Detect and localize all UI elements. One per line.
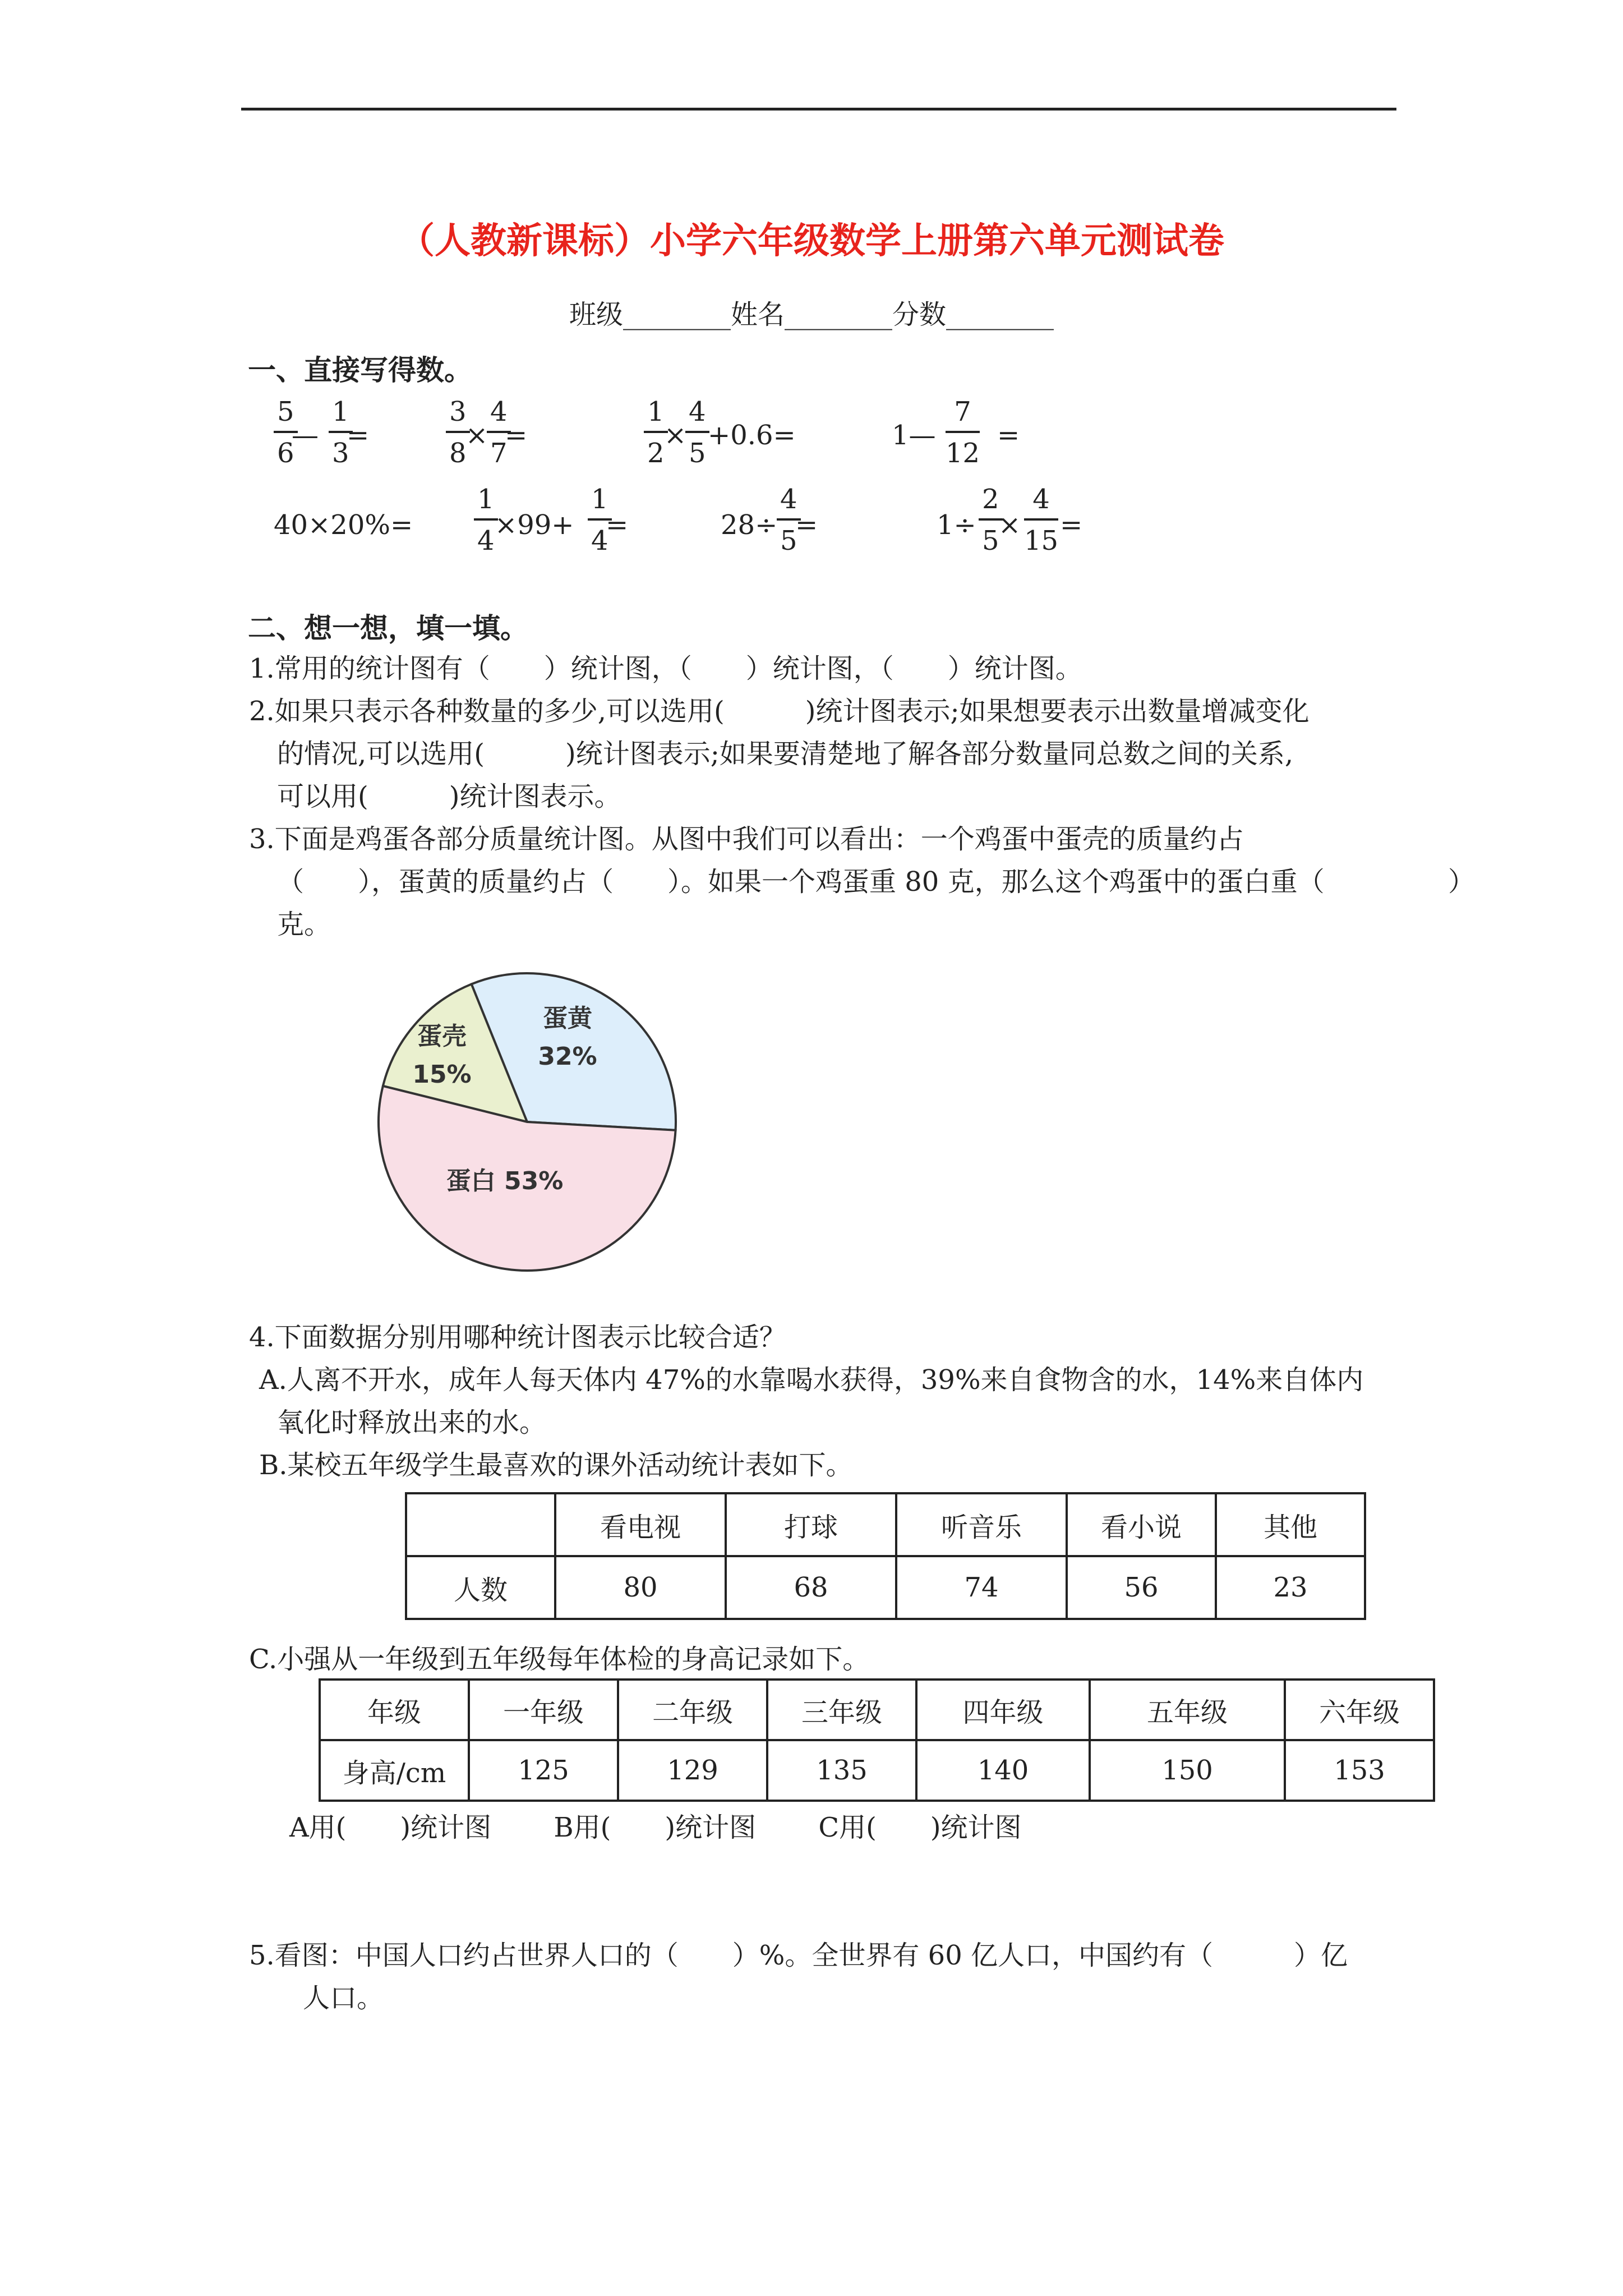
- expression-lead: 1—: [892, 420, 936, 451]
- table-cell: 身高/cm: [320, 1740, 469, 1801]
- table-header-cell: 听音乐: [896, 1493, 1067, 1556]
- fraction: $\frac{4}{5}$: [685, 398, 709, 467]
- fraction: $\frac{1}{3}$: [329, 398, 353, 467]
- pie-label-yolk-value: 32%: [538, 1042, 597, 1071]
- expression-tail: +0.6=: [708, 420, 796, 451]
- pie-label-shell-name: 蛋壳: [417, 1022, 467, 1051]
- table-header-cell: 看小说: [1067, 1493, 1216, 1556]
- fraction: $\frac{4}{15}$: [1024, 484, 1059, 556]
- expression: 40×20%=: [274, 509, 413, 541]
- fraction: $\frac{2}{5}$: [979, 486, 1003, 554]
- table-header-cell: [406, 1493, 555, 1556]
- equals: =: [347, 420, 370, 451]
- equals: =: [997, 420, 1020, 451]
- table-cell: 153: [1285, 1740, 1434, 1801]
- question-2-line3: 可以用( )统计图表示。: [277, 781, 621, 812]
- table-header-cell: 其他: [1216, 1493, 1365, 1556]
- fraction: $\frac{7}{12}$: [946, 396, 980, 469]
- table-header-cell: 五年级: [1090, 1680, 1285, 1740]
- equals: =: [606, 509, 629, 541]
- page-title: （人教新课标）小学六年级数学上册第六单元测试卷: [399, 220, 1224, 262]
- table-header-cell: 四年级: [916, 1680, 1090, 1740]
- question-4-a-line2: 氧化时释放出来的水。: [277, 1407, 547, 1438]
- question-5-line2: 人口。: [303, 1982, 384, 2014]
- question-3-line1: 3.下面是鸡蛋各部分质量统计图。从图中我们可以看出：一个鸡蛋中蛋壳的质量约占: [249, 823, 1244, 855]
- table-cell: 68: [726, 1556, 896, 1619]
- table-header-cell: 打球: [726, 1493, 896, 1556]
- fraction: $\frac{1}{4}$: [474, 486, 498, 554]
- activity-table: [405, 1492, 1366, 1620]
- fraction: $\frac{1}{4}$: [588, 486, 612, 554]
- top-rule: [241, 108, 1396, 111]
- fraction: $\frac{3}{8}$: [446, 398, 470, 467]
- operator: ×: [664, 420, 687, 451]
- table-cell: 129: [618, 1740, 767, 1801]
- pie-label-shell-value: 15%: [412, 1060, 472, 1089]
- question-3-paren: ）: [1448, 866, 1476, 898]
- question-3-line2: （ ），蛋黄的质量约占（ ）。如果一个鸡蛋重 80 克，那么这个鸡蛋中的蛋白重（: [277, 866, 1325, 898]
- table-cell: 125: [469, 1740, 618, 1801]
- operator: —: [292, 420, 319, 451]
- question-5-line1: 5.看图：中国人口约占世界人口的（ ）%。全世界有 60 亿人口，中国约有（ ）亿: [249, 1940, 1348, 1971]
- question-2-line1: 2.如果只表示各种数量的多少,可以选用( )统计图表示;如果想要表示出数量增减变化: [249, 696, 1310, 727]
- info-line: 班级________姓名________分数________: [569, 299, 1054, 330]
- equals: =: [505, 420, 528, 451]
- egg-pie-chart: [370, 965, 684, 1279]
- table-header-cell: 二年级: [618, 1680, 767, 1740]
- question-2-line2: 的情况,可以选用( )统计图表示;如果要清楚地了解各部分数量同总数之间的关系,: [277, 738, 1294, 770]
- table-header-cell: 看电视: [555, 1493, 726, 1556]
- question-4-a-line1: A.人离不开水，成年人每天体内 47%的水靠喝水获得，39%来自食物含的水，14%来自体内: [259, 1364, 1364, 1396]
- table-cell: 人数: [406, 1556, 555, 1619]
- question-4-answer-line: A用( )统计图 B用( )统计图 C用( )统计图: [289, 1812, 1022, 1843]
- operator: ×: [465, 420, 488, 451]
- section1-heading: 一、直接写得数。: [248, 354, 472, 386]
- operator: ×99+: [495, 509, 574, 541]
- question-4-line1: 4.下面数据分别用哪种统计图表示比较合适？: [249, 1322, 786, 1353]
- height-table: [319, 1678, 1435, 1802]
- table-header-cell: 三年级: [767, 1680, 916, 1740]
- fraction: $\frac{4}{5}$: [777, 486, 801, 554]
- equals: =: [795, 509, 818, 541]
- table-cell: 80: [555, 1556, 726, 1619]
- pie-label-white: 蛋白 53%: [446, 1167, 564, 1195]
- fraction: $\frac{5}{6}$: [274, 398, 298, 467]
- equals: =: [1060, 509, 1083, 541]
- expression-lead: 1÷: [937, 509, 976, 541]
- table-cell: 74: [896, 1556, 1067, 1619]
- table-cell: 23: [1216, 1556, 1365, 1619]
- table-header-cell: 六年级: [1285, 1680, 1434, 1740]
- operator: ×: [998, 509, 1021, 541]
- fraction: $\frac{4}{7}$: [487, 398, 511, 467]
- table-header-cell: 年级: [320, 1680, 469, 1740]
- fraction: $\frac{1}{2}$: [644, 398, 668, 467]
- question-1: 1.常用的统计图有（ ）统计图，（ ）统计图，（ ）统计图。: [249, 653, 1082, 684]
- table-header-cell: 一年级: [469, 1680, 618, 1740]
- section2-heading: 二、想一想，填一填。: [248, 612, 528, 645]
- question-3-line3: 克。: [277, 909, 331, 940]
- table-cell: 56: [1067, 1556, 1216, 1619]
- expression-lead: 28÷: [721, 509, 778, 541]
- question-4-c: C.小强从一年级到五年级每年体检的身高记录如下。: [249, 1644, 870, 1675]
- table-cell: 140: [916, 1740, 1090, 1801]
- pie-label-yolk-name: 蛋黄: [543, 1004, 592, 1033]
- table-cell: 150: [1090, 1740, 1285, 1801]
- question-4-b: B.某校五年级学生最喜欢的课外活动统计表如下。: [259, 1450, 853, 1481]
- table-cell: 135: [767, 1740, 916, 1801]
